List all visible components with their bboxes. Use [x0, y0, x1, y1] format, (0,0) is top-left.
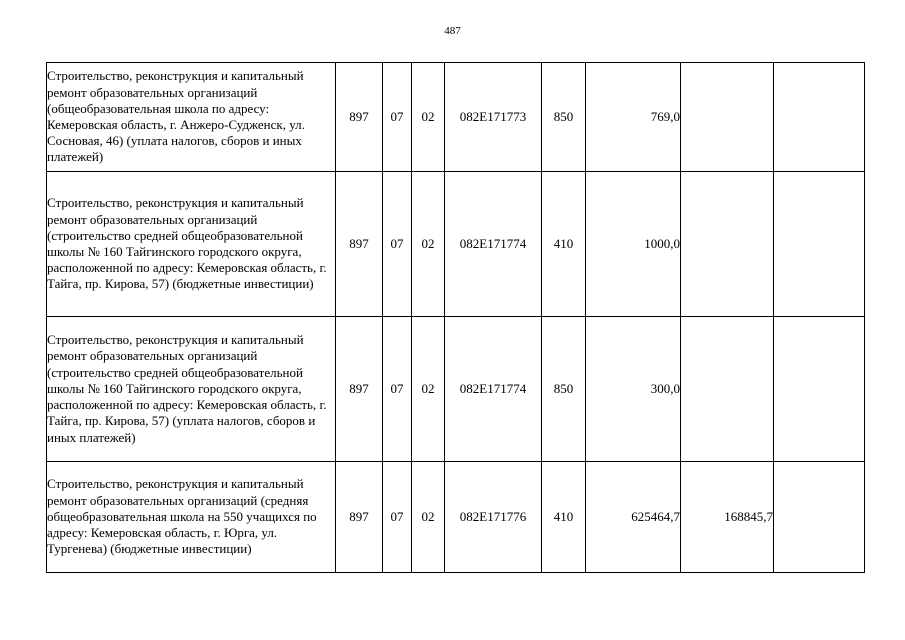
section-code-cell: 07 — [383, 172, 412, 317]
expense-type-cell: 410 — [542, 462, 586, 573]
table-row — [47, 63, 865, 172]
ministry-code-cell: 897 — [336, 63, 383, 172]
expense-type-cell: 410 — [542, 172, 586, 317]
expense-type-cell: 850 — [542, 317, 586, 462]
amount-2-cell — [681, 317, 774, 462]
section-code-cell: 07 — [383, 317, 412, 462]
ministry-code-cell: 897 — [336, 462, 383, 573]
amount-3-cell — [774, 63, 865, 172]
table-row — [47, 172, 865, 317]
amount-1-cell: 625464,7 — [586, 462, 681, 573]
subsection-code-cell: 02 — [412, 63, 445, 172]
subsection-code-cell: 02 — [412, 172, 445, 317]
amount-3-cell — [774, 172, 865, 317]
page-number: 487 — [444, 25, 461, 37]
amount-3-cell — [774, 462, 865, 573]
target-code-cell: 082E171776 — [445, 462, 542, 573]
amount-1-cell: 300,0 — [586, 317, 681, 462]
amount-3-cell — [774, 317, 865, 462]
amount-2-cell: 168845,7 — [681, 462, 774, 573]
table-row — [47, 317, 865, 462]
subsection-code-cell: 02 — [412, 462, 445, 573]
amount-2-cell — [681, 172, 774, 317]
amount-1-cell: 1000,0 — [586, 172, 681, 317]
section-code-cell: 07 — [383, 462, 412, 573]
budget-table — [46, 62, 865, 573]
target-code-cell: 082E171773 — [445, 63, 542, 172]
description-cell: Строительство, реконструкция и капитальный ремонт образовательных организаций (строительство средней общеобразовательной школы № 160 Тайгинского городского округа, расположенной по адресу: Кемеровская область, г. Тайга, пр. Кирова, 57) (уплата налогов, сборов и иных платежей) — [47, 317, 336, 462]
ministry-code-cell: 897 — [336, 317, 383, 462]
description-cell: Строительство, реконструкция и капитальный ремонт образовательных организаций (общеобразовательная школа по адресу: Кемеровская область, г. Анжеро-Судженск, ул. Сосновая, 46) (уплата налогов, сборов и иных платежей) — [47, 63, 336, 172]
amount-1-cell: 769,0 — [586, 63, 681, 172]
expense-type-cell: 850 — [542, 63, 586, 172]
section-code-cell: 07 — [383, 63, 412, 172]
target-code-cell: 082E171774 — [445, 172, 542, 317]
table-row — [47, 462, 865, 573]
subsection-code-cell: 02 — [412, 317, 445, 462]
amount-2-cell — [681, 63, 774, 172]
ministry-code-cell: 897 — [336, 172, 383, 317]
description-cell: Строительство, реконструкция и капитальный ремонт образовательных организаций (средняя общеобразовательная школа на 550 учащихся по адресу: Кемеровская область, г. Юрга, ул. Тургенева) (бюджетные инвестиции) — [47, 462, 336, 573]
description-cell: Строительство, реконструкция и капитальный ремонт образовательных организаций (строительство средней общеобразовательной школы № 160 Тайгинского городского округа, расположенной по адресу: Кемеровская область, г. Тайга, пр. Кирова, 57) (бюджетные инвестиции) — [47, 172, 336, 317]
target-code-cell: 082E171774 — [445, 317, 542, 462]
